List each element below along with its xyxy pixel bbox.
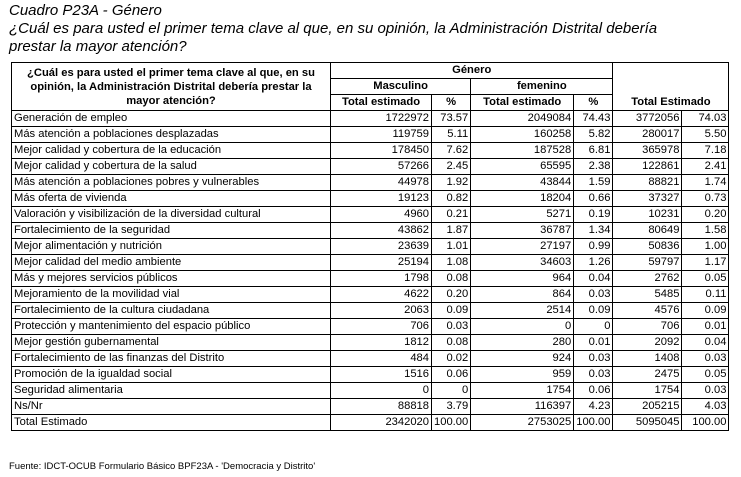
cell-t-pct: 0.05 [682,271,729,287]
cell-f-total: 34603 [471,255,574,271]
cell-m-pct: 7.62 [432,143,471,159]
cell-m-pct: 0.06 [432,367,471,383]
cell-f-pct: 1.59 [574,175,613,191]
cell-m-total: 4622 [331,287,432,303]
male-header: Masculino [331,79,471,95]
table-row [12,143,729,159]
cell-m-total: 1812 [331,335,432,351]
cell-f-pct: 0.66 [574,191,613,207]
cell-f-pct: 0.06 [574,383,613,399]
cell-f-pct: 0.03 [574,367,613,383]
cell-m-total: 19123 [331,191,432,207]
row-label: Protección y mantenimiento del espacio público [12,319,331,335]
cell-f-pct: 0.09 [574,303,613,319]
cell-f-total: 187528 [471,143,574,159]
cell-t-pct: 0.03 [682,383,729,399]
cell-f-pct: 1.26 [574,255,613,271]
row-label: Total Estimado [12,415,331,431]
cell-t-pct: 1.17 [682,255,729,271]
cell-total: 2092 [613,335,682,351]
cell-m-pct: 1.92 [432,175,471,191]
cell-total: 5095045 [613,415,682,431]
cell-f-pct: 100.00 [574,415,613,431]
col-male-total: Total estimado [331,95,432,111]
cell-m-total: 4960 [331,207,432,223]
cell-t-pct: 0.20 [682,207,729,223]
cell-f-total: 2514 [471,303,574,319]
cell-f-pct: 0.03 [574,287,613,303]
cell-t-pct: 4.03 [682,399,729,415]
col-female-total: Total estimado [471,95,574,111]
cell-f-total: 2049084 [471,111,574,127]
cell-f-total: 1754 [471,383,574,399]
table-row [12,351,729,367]
cell-f-total: 0 [471,319,574,335]
cell-total: 2475 [613,367,682,383]
cell-total: 50836 [613,239,682,255]
cell-total: 122861 [613,159,682,175]
row-label: Más atención a poblaciones desplazadas [12,127,331,143]
cell-m-pct: 0.08 [432,271,471,287]
cell-total: 5485 [613,287,682,303]
cell-f-pct: 6.81 [574,143,613,159]
table-row [12,383,729,399]
cell-f-pct: 0.19 [574,207,613,223]
col-female-pct: % [574,95,613,111]
cell-total: 706 [613,319,682,335]
cell-m-total: 178450 [331,143,432,159]
row-label: Fortalecimiento de la cultura ciudadana [12,303,331,319]
cell-m-pct: 0.21 [432,207,471,223]
cell-m-total: 23639 [331,239,432,255]
cell-m-pct: 1.08 [432,255,471,271]
cell-f-pct: 2.38 [574,159,613,175]
cell-total: 205215 [613,399,682,415]
cell-f-total: 864 [471,287,574,303]
cell-m-pct: 3.79 [432,399,471,415]
col-male-pct: % [432,95,471,111]
cell-t-pct: 0.01 [682,319,729,335]
cell-m-total: 25194 [331,255,432,271]
row-label: Generación de empleo [12,111,331,127]
cell-m-total: 43862 [331,223,432,239]
cell-total: 10231 [613,207,682,223]
cell-t-pct: 74.03 [682,111,729,127]
cell-f-pct: 4.23 [574,399,613,415]
cell-t-pct: 2.41 [682,159,729,175]
cell-m-total: 1798 [331,271,432,287]
table-title: Cuadro P23A - Género [9,2,162,19]
cell-t-pct: 0.04 [682,335,729,351]
cell-m-total: 2342020 [331,415,432,431]
cell-m-pct: 0.09 [432,303,471,319]
row-label: Seguridad alimentaria [12,383,331,399]
row-label: Mejor alimentación y nutrición [12,239,331,255]
table-row [12,223,729,239]
row-label: Mejor calidad y cobertura de la educación [12,143,331,159]
cell-total: 280017 [613,127,682,143]
table-question-line2: prestar la mayor atención? [9,38,187,55]
cell-m-pct: 2.45 [432,159,471,175]
row-label: Valoración y visibilización de la diversidad cultural [12,207,331,223]
cell-m-total: 1516 [331,367,432,383]
cell-m-total: 2063 [331,303,432,319]
table-row [12,175,729,191]
cell-total: 1754 [613,383,682,399]
cell-f-total: 116397 [471,399,574,415]
cell-t-pct: 0.11 [682,287,729,303]
cell-f-pct: 1.34 [574,223,613,239]
row-label: Ns/Nr [12,399,331,415]
table-question-line1: ¿Cuál es para usted el primer tema clave al que, en su opinión, la Administración Distrital debería [9,20,658,37]
cell-m-pct: 0.82 [432,191,471,207]
cell-f-total: 43844 [471,175,574,191]
cell-m-total: 706 [331,319,432,335]
female-header: femenino [471,79,613,95]
table-row [12,415,729,431]
question-header: ¿Cuál es para usted el primer tema clave al que, en su opinión, la Administración Distrital debería prestar la mayor atención? [12,63,331,111]
cell-t-pct: 100.00 [682,415,729,431]
cell-t-pct: 0.05 [682,367,729,383]
cell-m-pct: 0.20 [432,287,471,303]
cell-m-pct: 0 [432,383,471,399]
total-header-spacer [613,63,729,95]
table-row [12,111,729,127]
table-row [12,319,729,335]
cell-m-pct: 0.02 [432,351,471,367]
cell-t-pct: 0.73 [682,191,729,207]
table-row [12,239,729,255]
cell-m-pct: 5.11 [432,127,471,143]
cell-t-pct: 1.58 [682,223,729,239]
cell-total: 59797 [613,255,682,271]
cell-m-total: 484 [331,351,432,367]
cell-f-pct: 0.01 [574,335,613,351]
row-label: Más oferta de vivienda [12,191,331,207]
table-row [12,127,729,143]
cell-total: 37327 [613,191,682,207]
cell-t-pct: 7.18 [682,143,729,159]
cell-f-total: 2753025 [471,415,574,431]
cell-total: 365978 [613,143,682,159]
cell-m-pct: 100.00 [432,415,471,431]
cell-t-pct: 1.00 [682,239,729,255]
cell-m-pct: 0.08 [432,335,471,351]
cell-m-total: 44978 [331,175,432,191]
row-label: Más y mejores servicios públicos [12,271,331,287]
row-label: Mejor gestión gubernamental [12,335,331,351]
table-row [12,399,729,415]
cell-m-total: 119759 [331,127,432,143]
table-row [12,191,729,207]
cell-f-total: 36787 [471,223,574,239]
row-label: Fortalecimiento de las finanzas del Distrito [12,351,331,367]
cell-total: 4576 [613,303,682,319]
cell-m-total: 57266 [331,159,432,175]
gender-group-header: Género [331,63,613,79]
cell-m-total: 1722972 [331,111,432,127]
cell-f-total: 959 [471,367,574,383]
table-row [12,367,729,383]
cell-f-pct: 5.82 [574,127,613,143]
cell-t-pct: 0.03 [682,351,729,367]
cell-f-total: 160258 [471,127,574,143]
cell-f-total: 5271 [471,207,574,223]
cell-f-total: 65595 [471,159,574,175]
row-label: Más atención a poblaciones pobres y vulnerables [12,175,331,191]
cell-m-pct: 73.57 [432,111,471,127]
cell-f-total: 280 [471,335,574,351]
row-label: Fortalecimiento de la seguridad [12,223,331,239]
table-row [12,159,729,175]
cell-f-pct: 0 [574,319,613,335]
data-table [11,62,729,431]
table-row [12,287,729,303]
cell-m-total: 0 [331,383,432,399]
cell-t-pct: 1.74 [682,175,729,191]
cell-f-pct: 0.04 [574,271,613,287]
cell-total: 80649 [613,223,682,239]
table-row [12,271,729,287]
cell-f-total: 964 [471,271,574,287]
table-row [12,207,729,223]
row-label: Promoción de la igualdad social [12,367,331,383]
table-row [12,255,729,271]
cell-f-pct: 0.03 [574,351,613,367]
cell-m-pct: 1.87 [432,223,471,239]
col-total-estimado: Total Estimado [613,95,729,111]
row-label: Mejoramiento de la movilidad vial [12,287,331,303]
cell-f-total: 27197 [471,239,574,255]
cell-t-pct: 5.50 [682,127,729,143]
table-row [12,303,729,319]
cell-f-pct: 0.99 [574,239,613,255]
cell-m-pct: 0.03 [432,319,471,335]
cell-m-pct: 1.01 [432,239,471,255]
cell-t-pct: 0.09 [682,303,729,319]
cell-total: 1408 [613,351,682,367]
source-footnote: Fuente: IDCT-OCUB Formulario Básico BPF23A - 'Democracia y Distrito' [9,461,316,472]
row-label: Mejor calidad del medio ambiente [12,255,331,271]
cell-f-total: 18204 [471,191,574,207]
table-row [12,335,729,351]
cell-m-total: 88818 [331,399,432,415]
cell-total: 2762 [613,271,682,287]
cell-total: 88821 [613,175,682,191]
cell-f-total: 924 [471,351,574,367]
row-label: Mejor calidad y cobertura de la salud [12,159,331,175]
cell-total: 3772056 [613,111,682,127]
cell-f-pct: 74.43 [574,111,613,127]
